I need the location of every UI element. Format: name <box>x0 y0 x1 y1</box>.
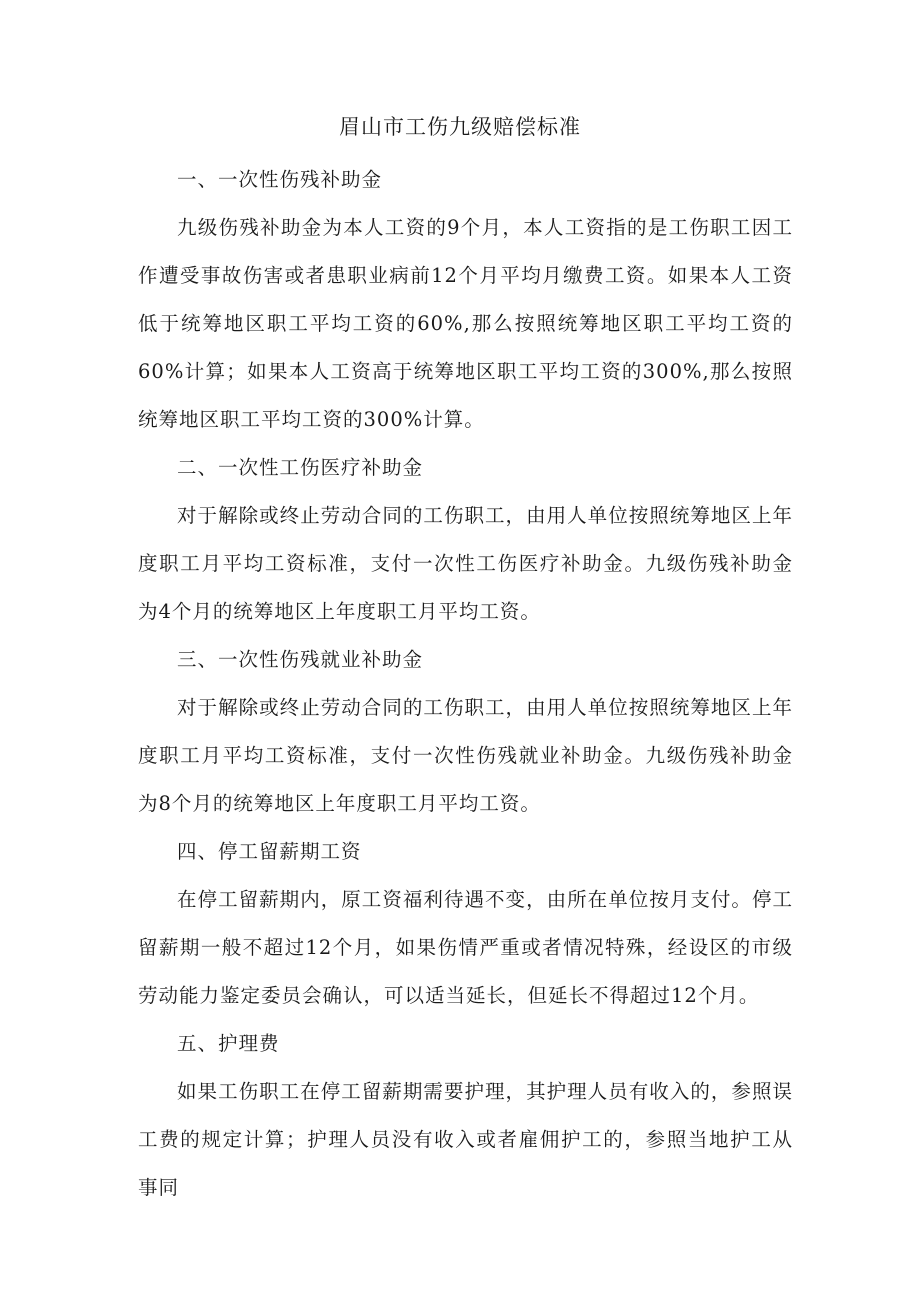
document-body <box>138 156 793 1212</box>
section-heading-3: 三、一次性伤残就业补助金 <box>177 648 424 671</box>
section-paragraph-5: 如果工伤职工在停工留薪期需要护理，其护理人员有收入的，参照误工费的规定计算；护理人员没有收入或者雇佣护工的，参照当地护工从事同 <box>138 1080 793 1199</box>
section-paragraph-3: 对于解除或终止劳动合同的工伤职工，由用人单位按照统筹地区上年度职工月平均工资标准，支付一次性伤残就业补助金。九级伤残补助金为8个月的统筹地区上年度职工月平均工资。 <box>138 696 793 815</box>
section-paragraph-4: 在停工留薪期内，原工资福利待遇不变，由所在单位按月支付。停工留薪期一般不超过12个月，如果伤情严重或者情况特殊，经设区的市级劳动能力鉴定委员会确认，可以适当延长，但延长不得超过12个月。 <box>138 888 793 1007</box>
section-paragraph-2: 对于解除或终止劳动合同的工伤职工，由用人单位按照统筹地区上年度职工月平均工资标准，支付一次性工伤医疗补助金。九级伤残补助金为4个月的统筹地区上年度职工月平均工资。 <box>138 504 793 623</box>
section-heading-4: 四、停工留薪期工资 <box>177 840 362 863</box>
section-heading-1: 一、一次性伤残补助金 <box>177 168 383 191</box>
section-paragraph-1: 九级伤残补助金为本人工资的9个月，本人工资指的是工伤职工因工作遭受事故伤害或者患职业病前12个月平均月缴费工资。如果本人工资低于统筹地区职工平均工资的60%,那么按照统筹地区职工平均工资的60%计算；如果本人工资高于统筹地区职工平均工资的300%,那么按照统筹地区职工平均工资的300%计算。 <box>138 216 793 431</box>
section-heading-2: 二、一次性工伤医疗补助金 <box>177 456 424 479</box>
document-title: 眉山市工伤九级赔偿标准 <box>339 115 581 139</box>
section-heading-5: 五、护理费 <box>177 1032 280 1055</box>
